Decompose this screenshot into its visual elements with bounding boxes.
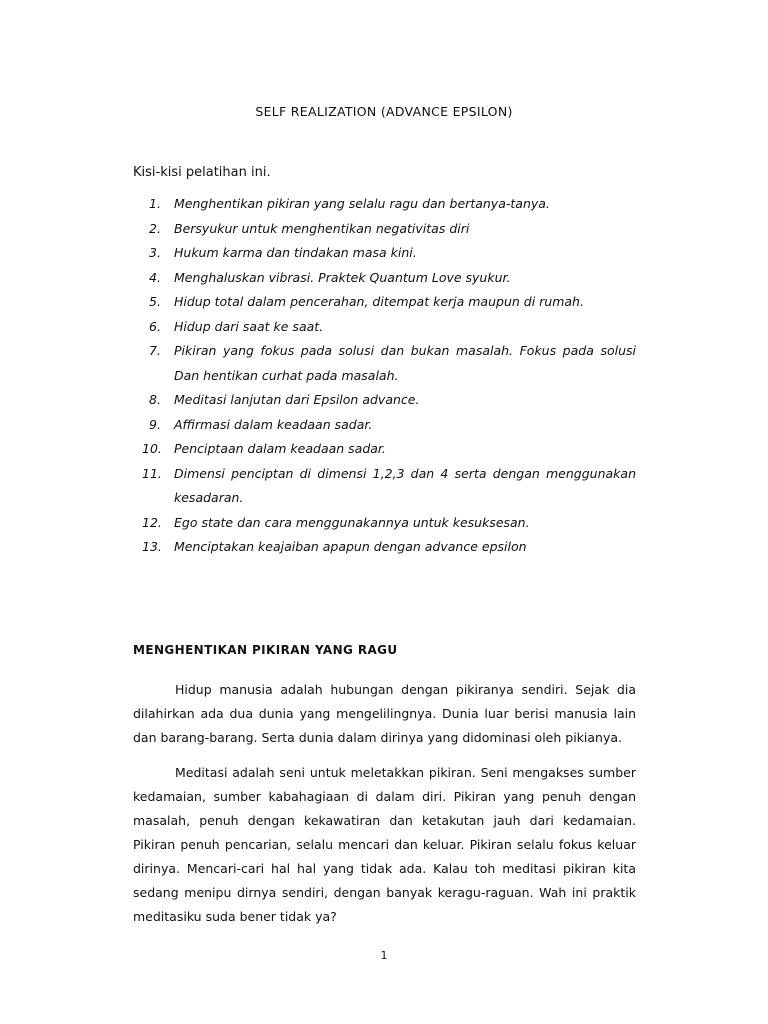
outline-item <box>133 339 636 388</box>
outline-item-text: Bersyukur untuk menghentikan negativitas diri <box>174 220 470 236</box>
outline-item <box>133 535 636 560</box>
outline-item-text: Hidup dari saat ke saat. <box>174 318 324 334</box>
outline-item <box>133 511 636 536</box>
outline-item-number: 1. <box>149 196 161 211</box>
outline-item-number: 3. <box>149 245 161 260</box>
outline-item-text: Penciptaan dalam keadaan sadar. <box>174 441 386 456</box>
outline-item <box>133 241 636 266</box>
outline-item-number: 6. <box>149 318 161 334</box>
outline-item-number: 11. <box>142 465 162 481</box>
outline-item-number: 13. <box>142 539 162 554</box>
outline-item <box>133 290 636 315</box>
outline-item-text: Affirmasi dalam keadaan sadar. <box>174 416 373 432</box>
outline-item-number: 4. <box>149 269 161 285</box>
outline-item <box>133 437 636 462</box>
outline-item-number: 7. <box>149 343 161 358</box>
outline-item-text: Hidup total dalam pencerahan, ditempat kerja maupun di rumah. <box>174 294 584 309</box>
outline-item-number: 9. <box>149 416 161 432</box>
page-number: 1 <box>380 949 388 962</box>
outline-item <box>133 266 636 291</box>
outline-item-number: 5. <box>149 294 161 309</box>
outline-item <box>133 388 636 413</box>
outline-item-text: Dimensi penciptan di dimensi 1,2,3 dan 4 serta dengan menggunakan kesadaran. <box>174 465 636 505</box>
outline-item-number: 10. <box>142 441 162 456</box>
outline-item-text: Ego state dan cara menggunakannya untuk kesuksesan. <box>174 514 530 530</box>
intro-text: Kisi-kisi pelatihan ini. <box>133 165 271 180</box>
outline-item-text: Pikiran yang fokus pada solusi dan bukan masalah. Fokus pada solusi Dan hentikan curhat pada masalah. <box>174 343 636 383</box>
outline-item-text: Meditasi lanjutan dari Epsilon advance. <box>174 392 420 407</box>
outline-item <box>133 192 636 217</box>
outline-item-text: Menghaluskan vibrasi. Praktek Quantum Love syukur. <box>174 269 511 285</box>
outline-item <box>133 217 636 242</box>
outline-item-number: 12. <box>142 514 162 530</box>
body-paragraph: Meditasi adalah seni untuk meletakkan pikiran. Seni mengakses sumber kedamaian, sumber kabahagiaan di dalam diri. Pikiran yang penuh dengan masalah, penuh dengan kekawatiran dan ketakutan jauh dari kedamaian. Pikiran penuh pencarian, selalu mencari dan keluar. Pikiran selalu fokus keluar dirinya. Mencari-cari hal hal yang tidak ada. Kalau toh meditasi pikiran kita sedang menipu dirnya sendiri, dengan banyak keragu-raguan. Wah ini praktik meditasiku suda bener tidak ya? <box>133 765 636 924</box>
training-outline-list <box>133 192 636 560</box>
outline-item <box>133 413 636 438</box>
outline-item <box>133 315 636 340</box>
outline-item-number: 8. <box>149 392 161 407</box>
section-heading: MENGHENTIKAN PIKIRAN YANG RAGU <box>133 643 398 657</box>
outline-item-text: Hukum karma dan tindakan masa kini. <box>174 245 417 260</box>
document-title: SELF REALIZATION (ADVANCE EPSILON) <box>255 104 513 119</box>
outline-item-number: 2. <box>149 220 161 236</box>
body-paragraph: Hidup manusia adalah hubungan dengan pikiranya sendiri. Sejak dia dilahirkan ada dua dunia yang mengelilingnya. Dunia luar berisi manusia lain dan barang-barang. Serta dunia dalam dirinya yang didominasi oleh pikianya. <box>133 682 636 745</box>
outline-item <box>133 462 636 511</box>
outline-item-text: Menghentikan pikiran yang selalu ragu dan bertanya-tanya. <box>174 196 550 211</box>
outline-item-text: Menciptakan keajaiban apapun dengan advance epsilon <box>174 539 527 554</box>
